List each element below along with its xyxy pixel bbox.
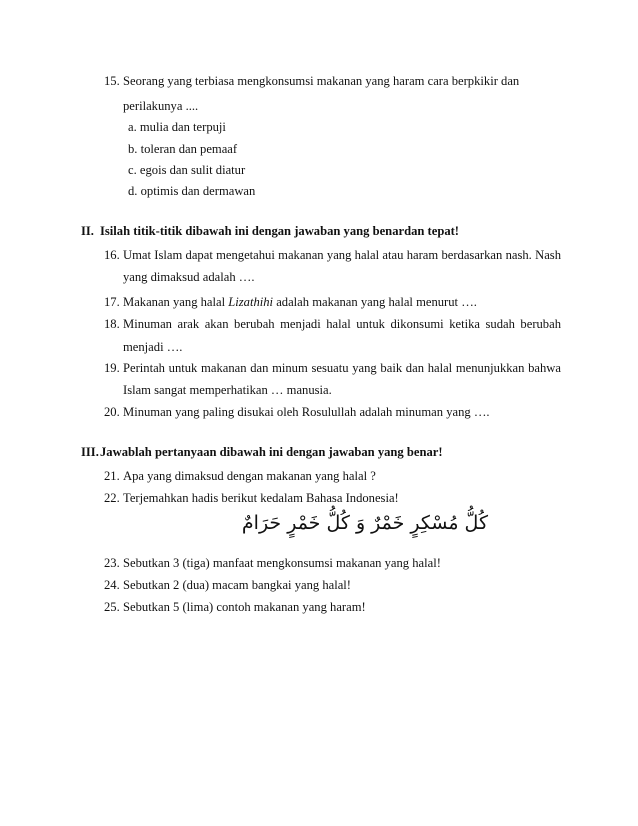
option-b: b. toleran dan pemaaf (128, 142, 238, 156)
question-number-24: 24. (104, 578, 120, 592)
question-17-text-post: adalah makanan yang halal menurut …. (273, 295, 477, 309)
question-number-23: 23. (104, 556, 120, 570)
question-17-italic-term: Lizathihi (228, 295, 274, 309)
question-number-22: 22. (104, 491, 120, 505)
question-18-text-line1: Minuman arak akan berubah menjadi halal untuk dikonsumi ketika sudah berubah (123, 317, 561, 331)
question-number-20: 20. (104, 405, 120, 419)
option-c: c. egois dan sulit diatur (128, 163, 246, 177)
question-number-18: 18. (104, 317, 120, 331)
question-15-text-line2: perilakunya .... (123, 99, 199, 113)
question-number-25: 25. (104, 600, 120, 614)
question-16-text-line2: yang dimaksud adalah …. (123, 270, 255, 284)
question-number-15: 15. (104, 74, 120, 88)
question-21-text: Apa yang dimaksud dengan makanan yang halal ? (123, 469, 376, 483)
question-16-text-line1: Umat Islam dapat mengetahui makanan yang halal atau haram berdasarkan nash. Nash (123, 248, 561, 262)
question-number-19: 19. (104, 361, 120, 375)
option-a: a. mulia dan terpuji (128, 120, 226, 134)
section-2-roman: II. (81, 224, 94, 238)
question-19-text-line2: Islam sangat memperhatikan … manusia. (123, 383, 332, 397)
question-17-text (123, 294, 477, 310)
question-19-text-line1: Perintah untuk makanan dan minum sesuatu yang baik dan halal menunjukkan bahwa (123, 361, 561, 375)
question-18-text-line2: menjadi …. (123, 340, 183, 354)
question-24-text: Sebutkan 2 (dua) macam bangkai yang halal! (123, 578, 352, 592)
option-d: d. optimis dan dermawan (128, 184, 256, 198)
question-number-21: 21. (104, 469, 120, 483)
question-number-17: 17. (104, 295, 120, 309)
question-23-text: Sebutkan 3 (tiga) manfaat mengkonsumsi makanan yang halal! (123, 556, 441, 570)
section-3-roman: III. (81, 445, 99, 459)
question-17-text-pre: Makanan yang halal (123, 295, 229, 309)
question-number-16: 16. (104, 248, 120, 262)
section-3-heading: Jawablah pertanyaan dibawah ini dengan jawaban yang benar! (100, 445, 443, 459)
section-2-heading: Isilah titik-titik dibawah ini dengan jawaban yang benardan tepat! (100, 224, 460, 238)
question-22-text: Terjemahkan hadis berikut kedalam Bahasa Indonesia! (123, 491, 399, 505)
question-20-text: Minuman yang paling disukai oleh Rosulullah adalah minuman yang …. (123, 405, 490, 419)
question-25-text: Sebutkan 5 (lima) contoh makanan yang haram! (123, 600, 366, 614)
question-15-text-line1: Seorang yang terbiasa mengkonsumsi makanan yang haram cara berpkikir dan (123, 74, 520, 88)
hadith-arabic-text: كُلُّ مُسْكِرٍ خَمْرٌ وَ كُلُّ خَمْرٍ حَرَامٌ (241, 512, 488, 534)
